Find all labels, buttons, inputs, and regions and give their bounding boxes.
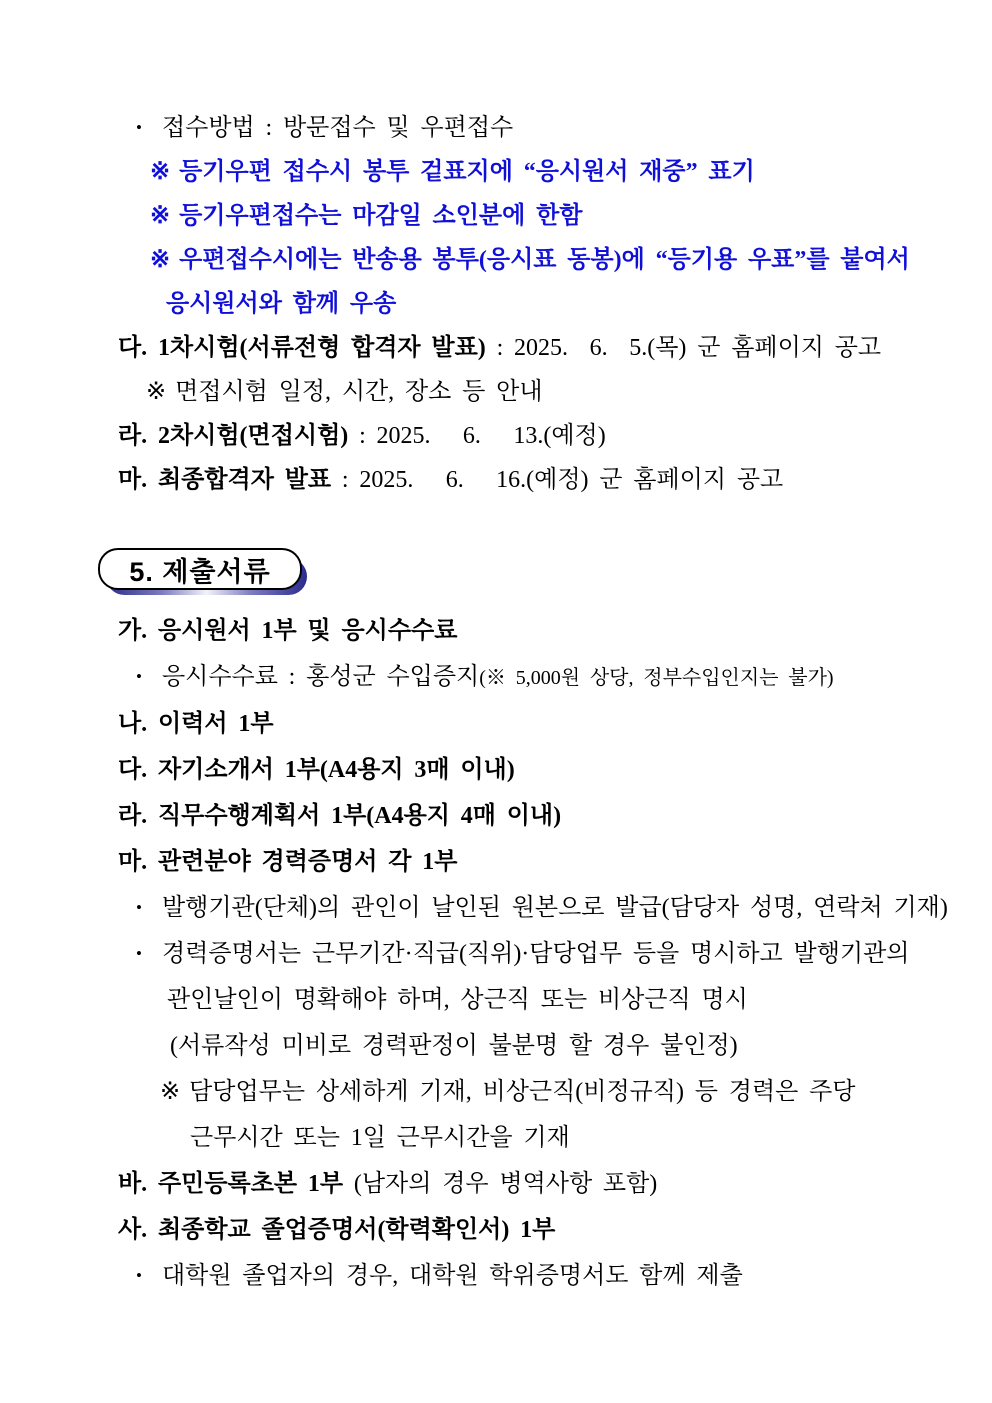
bullet-exam-fee: [0, 654, 992, 701]
reception-method-line: [0, 106, 992, 150]
text-part: 발행기관(단체)의 관인이 날인된 원본으로 발급(담당자 성명, 연락처 기재): [161, 895, 948, 921]
bullet-marker: •: [136, 944, 142, 963]
item-ra-job-performance-plan: [0, 793, 992, 839]
reference-mark: ※: [150, 247, 171, 273]
item-na-resume: [0, 701, 992, 747]
text-part: 사. 최종학교 졸업증명서(학력확인서) 1부: [118, 1217, 556, 1243]
bullet-marker: •: [136, 118, 142, 137]
bullet-career-certificate-detail: [0, 931, 992, 977]
text-part: 접수방법 : 방문접수 및 우편접수: [161, 115, 514, 141]
text-part: 나. 이력서 1부: [118, 711, 274, 737]
section-4-schedule-block: [0, 0, 992, 502]
reference-mark: ※: [160, 1079, 181, 1105]
text-part: 마. 최종합격자 발표: [118, 467, 332, 493]
text-part: 등기우편 접수시 봉투 겉표지에 “응시원서 재중” 표기: [179, 159, 755, 185]
item-ra-second-exam: [0, 414, 992, 458]
reference-mark: ※: [146, 379, 167, 405]
text-part: (서류작성 미비로 경력판정이 불분명 할 경우 불인정): [170, 1033, 738, 1059]
text-part: (남자의 경우 병역사항 포함): [343, 1171, 658, 1197]
text-part: 면접시험 일정, 시간, 장소 등 안내: [175, 379, 543, 405]
item-ma-final-announcement: [0, 458, 992, 502]
bullet-marker: •: [136, 1266, 142, 1285]
section-5-title: 5. 제출서류: [129, 556, 271, 587]
text-part: : 2025. 6. 16.(예정) 군 홈페이지 공고: [331, 467, 784, 493]
section-5-documents-block: [0, 608, 992, 1299]
note-registered-mail-envelope: [0, 150, 992, 194]
text-part: 경력증명서는 근무기간·직급(직위)·담당업무 등을 명시하고 발행기관의: [161, 941, 910, 967]
item-sa-graduation-certificate: [0, 1207, 992, 1253]
note-mail-return-envelope-cont: [0, 282, 992, 326]
note-mail-return-envelope: [0, 238, 992, 282]
item-ba-resident-register: [0, 1161, 992, 1207]
note-duties-detail: [0, 1069, 992, 1115]
text-part: 다. 자기소개서 1부(A4용지 3매 이내): [118, 757, 515, 783]
header-box: [98, 548, 302, 590]
text-part: 우편접수시에는 반송용 봉투(응시표 동봉)에 “등기용 우표”를 붙여서: [179, 247, 910, 273]
text-part: 응시수수료 : 홍성군 수입증지: [161, 664, 480, 690]
section-5-header: [98, 548, 312, 588]
text-part: : 2025. 6. 13.(예정): [348, 423, 606, 449]
item-da-self-introduction: [0, 747, 992, 793]
bullet-marker: •: [136, 898, 142, 917]
reference-mark: ※: [150, 203, 171, 229]
bullet-career-certificate-detail-cont: [0, 977, 992, 1023]
item-ga-application-form: [0, 608, 992, 654]
bullet-marker: •: [136, 667, 142, 686]
text-part: 라. 2차시험(면접시험): [118, 423, 349, 449]
text-part: 라. 직무수행계획서 1부(A4용지 4매 이내): [118, 803, 562, 829]
note-interview-schedule: [0, 370, 992, 414]
text-part: : 2025. 6. 5.(목) 군 홈페이지 공고: [485, 335, 882, 361]
text-part: 등기우편접수는 마감일 소인분에 한함: [179, 203, 583, 229]
note-registered-mail-deadline: [0, 194, 992, 238]
text-part: 바. 주민등록초본 1부: [118, 1171, 344, 1197]
text-part: 가. 응시원서 1부 및 응시수수료: [118, 618, 458, 644]
text-part: 마. 관련분야 경력증명서 각 1부: [118, 849, 458, 875]
bullet-original-with-seal: [0, 885, 992, 931]
text-part: (※ 5,000원 상당, 정부수입인지는 불가): [479, 667, 834, 689]
text-part: 근무시간 또는 1일 근무시간을 기재: [190, 1125, 570, 1151]
text-part: 담당업무는 상세하게 기재, 비상근직(비정규직) 등 경력은 주당: [189, 1079, 856, 1105]
text-part: 대학원 졸업자의 경우, 대학원 학위증명서도 함께 제출: [161, 1263, 743, 1289]
paren-unclear-career-rejected: [0, 1023, 992, 1069]
text-part: 응시원서와 함께 우송: [166, 291, 397, 317]
reference-mark: ※: [150, 159, 171, 185]
note-duties-detail-cont: [0, 1115, 992, 1161]
item-ma-career-certificate: [0, 839, 992, 885]
item-da-first-exam: [0, 326, 992, 370]
bullet-graduate-school: [0, 1253, 992, 1299]
text-part: 다. 1차시험(서류전형 합격자 발표): [118, 335, 486, 361]
text-part: 관인날인이 명확해야 하며, 상근직 또는 비상근직 명시: [167, 987, 748, 1013]
